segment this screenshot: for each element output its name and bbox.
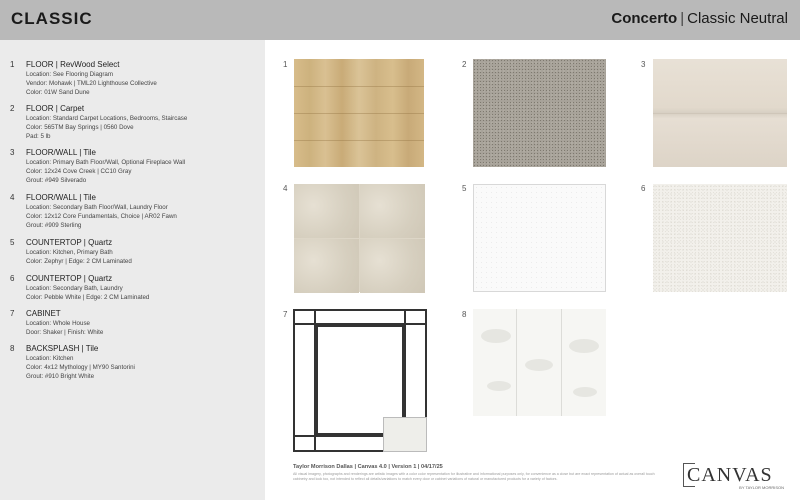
footer-title: Taylor Morrison Dallas | Canvas 4.0 | Version 1 | 04/17/25 xyxy=(293,464,443,470)
item-detail: Location: Secondary Bath, Laundry xyxy=(26,285,123,292)
item-detail: Location: Kitchen xyxy=(26,355,74,362)
item-detail: Grout: #909 Sterling xyxy=(26,222,82,229)
item-detail: Color: Zephyr | Edge: 2 CM Laminated xyxy=(26,258,132,265)
item-detail: Color: Pebble White | Edge: 2 CM Laminated xyxy=(26,294,150,301)
footer-disclaimer: All visual imagery, photographs and renderings are artistic images with a color color representation for illustrative and informational purposes only, for convenience as a close but are exact representation of actual as overall touch cabinetry and look too, not intended to reflect all details/variations to match every door or cabinet variations of natural or manufactured products for a variety of factors. xyxy=(293,472,655,481)
backsplash-tile-swatch xyxy=(473,309,606,416)
swatch-label: 6 xyxy=(641,184,646,193)
scheme-title xyxy=(611,10,788,27)
swatch-label: 1 xyxy=(283,60,288,69)
item-detail: Vendor: Mohawk | TML20 Lighthouse Collective xyxy=(26,80,157,87)
carpet-swatch xyxy=(473,59,606,167)
title-separator: | xyxy=(680,10,685,27)
item-number: 2 xyxy=(10,104,15,113)
item-number: 5 xyxy=(10,238,15,247)
shaker-cabinet-door-swatch xyxy=(293,309,427,452)
wood-floor-swatch xyxy=(294,59,424,167)
item-detail: Location: Primary Bath Floor/Wall, Optional Fireplace Wall xyxy=(26,159,186,166)
item-detail: Color: 4x12 Mythology | MY90 Santorini xyxy=(26,364,135,371)
collection-title: CLASSIC xyxy=(11,9,93,28)
item-title: COUNTERTOP | Quartz xyxy=(26,238,113,247)
swatch-label: 7 xyxy=(283,310,288,319)
swatch-label: 8 xyxy=(462,310,467,319)
zephyr-quartz-swatch xyxy=(473,184,606,292)
item-detail: Grout: #949 Silverado xyxy=(26,177,87,184)
swatch-label: 2 xyxy=(462,60,467,69)
swatch-label: 3 xyxy=(641,60,646,69)
item-detail: Location: See Flooring Diagram xyxy=(26,71,114,78)
header-bar xyxy=(0,0,800,40)
logo-byline: BY TAYLOR MORRISON xyxy=(739,485,784,490)
pebble-white-quartz-swatch xyxy=(653,184,787,292)
item-number: 1 xyxy=(10,60,15,69)
item-detail: Location: Kitchen, Primary Bath xyxy=(26,249,113,256)
swatch-label: 4 xyxy=(283,184,288,193)
item-detail: Location: Standard Carpet Locations, Bedrooms, Staircase xyxy=(26,115,188,122)
swatch-label: 5 xyxy=(462,184,467,193)
item-number: 6 xyxy=(10,274,15,283)
scheme-name: Concerto xyxy=(611,10,678,27)
item-title: COUNTERTOP | Quartz xyxy=(26,274,113,283)
item-title: FLOOR/WALL | Tile xyxy=(26,193,96,202)
scheme-style: Classic Neutral xyxy=(687,10,788,27)
secondary-bath-tile-swatch xyxy=(294,184,425,292)
item-detail: Color: 565TM Bay Springs | 0560 Dove xyxy=(26,124,134,131)
item-detail: Grout: #910 Bright White xyxy=(26,373,95,380)
item-title: FLOOR | Carpet xyxy=(26,104,85,113)
item-number: 7 xyxy=(10,309,15,318)
primary-bath-tile-swatch xyxy=(653,59,787,167)
item-number: 8 xyxy=(10,344,15,353)
item-number: 3 xyxy=(10,148,15,157)
selections-sidebar xyxy=(0,40,265,500)
item-detail: Location: Whole House xyxy=(26,320,90,327)
item-detail: Location: Secondary Bath Floor/Wall, Laundry Floor xyxy=(26,204,168,211)
finish-chip xyxy=(383,417,427,452)
logo-word: CANVAS xyxy=(687,464,773,486)
item-detail: Pad: 5 lb xyxy=(26,133,51,140)
item-detail: Color: 12x12 Core Fundamentals, Choice | AR02 Fawn xyxy=(26,213,177,220)
item-number: 4 xyxy=(10,193,15,202)
canvas-logo xyxy=(683,463,788,493)
item-title: FLOOR/WALL | Tile xyxy=(26,148,96,157)
item-detail: Door: Shaker | Finish: White xyxy=(26,329,104,336)
item-title: FLOOR | RevWood Select xyxy=(26,60,120,69)
item-detail: Color: 01W Sand Dune xyxy=(26,89,90,96)
item-detail: Color: 12x24 Cove Creek | CC10 Gray xyxy=(26,168,132,175)
item-title: CABINET xyxy=(26,309,61,318)
item-title: BACKSPLASH | Tile xyxy=(26,344,99,353)
